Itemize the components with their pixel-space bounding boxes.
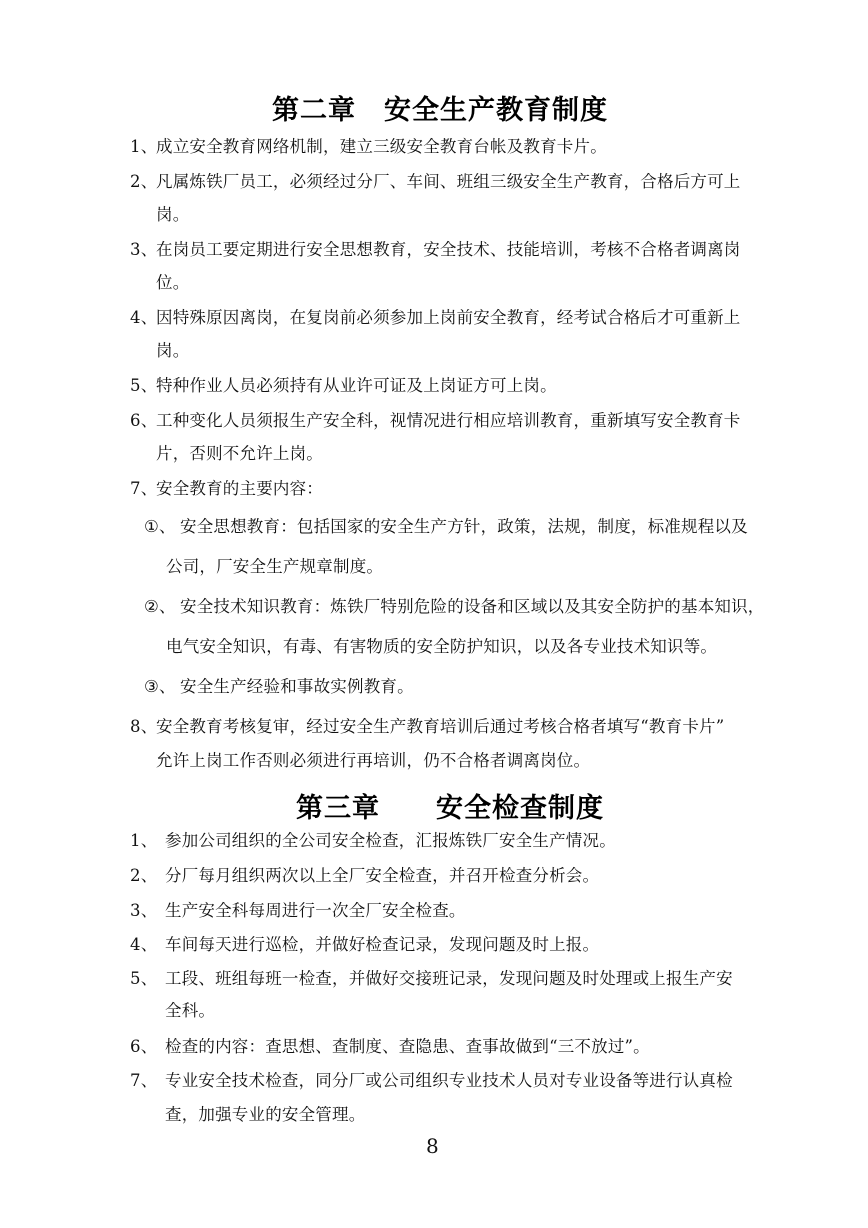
ch3-item-7-number: 7、 xyxy=(130,1071,158,1090)
ch3-item-3-text: 生产安全科每周进行一次全厂安全检查。 xyxy=(165,901,466,920)
ch2-item-3-text-cont: 位。 xyxy=(156,273,190,292)
chapter-2-title: 第二章 安全生产教育制度 xyxy=(272,95,608,126)
ch3-item-7-text: 专业安全技术检查，同分厂或公司组织专业技术人员对专业设备等进行认真检 xyxy=(165,1071,733,1090)
ch2-subitem-2-number: ②、 xyxy=(144,597,176,616)
ch2-item-5-text: 特种作业人员必须持有从业许可证及上岗证方可上岗。 xyxy=(156,376,557,395)
ch2-subitem-2-text: 安全技术知识教育：炼铁厂特别危险的设备和区域以及其安全防护的基本知识， xyxy=(180,597,765,616)
ch2-item-2-text: 凡属炼铁厂员工，必须经过分厂、车间、班组三级安全生产教育，合格后方可上 xyxy=(156,172,741,191)
ch3-item-6-number: 6、 xyxy=(130,1037,158,1056)
ch2-item-5-number: 5、 xyxy=(130,376,158,395)
ch3-item-1-number: 1、 xyxy=(130,831,158,850)
ch2-item-7-text: 安全教育的主要内容： xyxy=(156,479,323,498)
ch2-item-3-text: 在岗员工要定期进行安全思想教育，安全技术、技能培训，考核不合格者调离岗 xyxy=(156,240,741,259)
ch3-item-4-text: 车间每天进行巡检，并做好检查记录，发现问题及时上报。 xyxy=(165,935,600,954)
ch2-item-2-text-cont: 岗。 xyxy=(156,205,190,224)
ch2-item-6-number: 6、 xyxy=(130,411,158,430)
ch2-item-1-number: 1、 xyxy=(130,137,158,156)
ch2-item-2-number: 2、 xyxy=(130,172,158,191)
ch3-item-5-text-cont: 全科。 xyxy=(165,1001,216,1020)
ch2-item-3-number: 3、 xyxy=(130,240,158,259)
ch3-item-6-text: 检查的内容：查思想、查制度、查隐患、查事故做到“三不放过”。 xyxy=(165,1037,650,1056)
ch2-item-4-text: 因特殊原因离岗，在复岗前必须参加上岗前安全教育，经考试合格后才可重新上 xyxy=(156,308,741,327)
ch2-item-8-text: 安全教育考核复审，经过安全生产教育培训后通过考核合格者填写“教育卡片” xyxy=(156,717,725,736)
ch2-item-4-number: 4、 xyxy=(130,308,158,327)
ch3-item-2-number: 2、 xyxy=(130,866,158,885)
ch2-item-6-text: 工种变化人员须报生产安全科，视情况进行相应培训教育，重新填写安全教育卡 xyxy=(156,411,741,430)
page-number: 8 xyxy=(426,1134,439,1158)
ch2-subitem-2-text-cont: 电气安全知识，有毒、有害物质的安全防护知识，以及各专业技术知识等。 xyxy=(166,637,718,656)
ch3-item-3-number: 3、 xyxy=(130,901,158,920)
ch2-subitem-1-text-cont: 公司，厂安全生产规章制度。 xyxy=(166,557,384,576)
ch3-item-5-number: 5、 xyxy=(130,969,158,988)
ch3-item-4-number: 4、 xyxy=(130,935,158,954)
ch2-item-4-text-cont: 岗。 xyxy=(156,341,190,360)
ch3-item-5-text: 工段、班组每班一检查，并做好交接班记录，发现问题及时处理或上报生产安 xyxy=(165,969,733,988)
ch2-item-6-text-cont: 片，否则不允许上岗。 xyxy=(156,444,323,463)
ch2-subitem-3-number: ③、 xyxy=(144,677,176,696)
ch2-item-8-number: 8、 xyxy=(130,717,158,736)
ch2-subitem-3-text: 安全生产经验和事故实例教育。 xyxy=(180,677,414,696)
ch3-item-7-text-cont: 查，加强专业的安全管理。 xyxy=(165,1105,366,1124)
chapter-3-title: 第三章 安全检查制度 xyxy=(296,793,604,824)
ch2-subitem-1-text: 安全思想教育：包括国家的安全生产方针，政策，法规，制度，标准规程以及 xyxy=(180,517,748,536)
ch3-item-1-text: 参加公司组织的全公司安全检查，汇报炼铁厂安全生产情况。 xyxy=(165,831,616,850)
ch2-item-7-number: 7、 xyxy=(130,479,158,498)
ch2-item-8-text-cont: 允许上岗工作否则必须进行再培训，仍不合格者调离岗位。 xyxy=(156,751,591,770)
ch2-item-1-text: 成立安全教育网络机制，建立三级安全教育台帐及教育卡片。 xyxy=(156,137,607,156)
ch2-subitem-1-number: ①、 xyxy=(144,517,176,536)
ch3-item-2-text: 分厂每月组织两次以上全厂安全检查，并召开检查分析会。 xyxy=(165,866,600,885)
